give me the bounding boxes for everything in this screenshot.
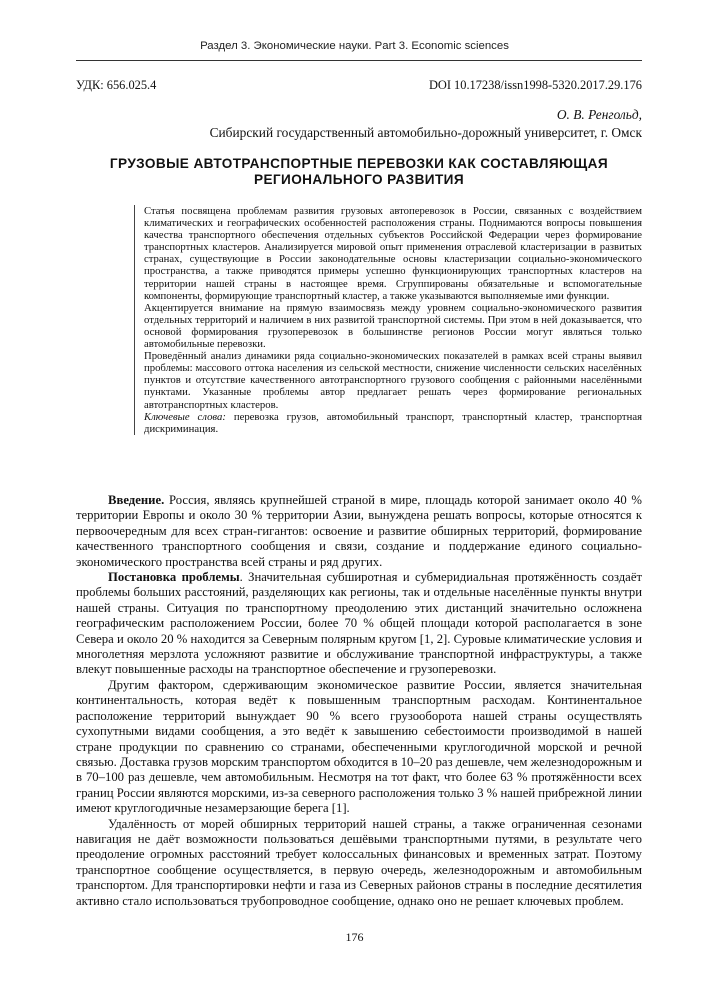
body-paragraph <box>76 570 642 678</box>
udk-code: УДК: 656.025.4 <box>76 78 157 92</box>
abstract <box>134 205 642 435</box>
keywords-text: перевозка грузов, автомобильный транспорт, транспортный кластер, транспортная дискриминация. <box>144 410 642 435</box>
body-paragraph: Удалённость от морей обширных территорий нашей страны, а также ограниченная сезонами навигация не даёт возможности пользоваться дешёвыми транспортными путями, в результате чего преодоление огромных расстояний требует колоссальных финансовых и временных затрат. Поэтому транспортное сообщение осуществляется, в первую очередь, железнодорожным и автомобильным транспортом. Для транспортировки нефти и газа из Северных районов страны в последние десятилетия активно стало использоваться трубопроводное сообщение, однако оно не решает ключевых проблем. <box>76 816 642 908</box>
paragraph-text: . Значительная субширотная и субмеридиальная протяжённость создаёт проблемы больших расстояний, разделяющих как регионы, так и отдельные населённые пункты внутри нашей страны. Ситуация по транспортному преодолению этих дистанций значительно осложнена географическим расположением России, более 70 % общей площади которой располагается в зоне Севера и около 20 % находится за Северным полярным кругом [1, 2]. Суровые климатические условия и многолетняя мерзлота усложняют развитие и обслуживание транспортной инфраструктуры, а также влекут повышенные расходы на транспортное обеспечение и грузоперевозки. <box>76 570 642 677</box>
author-affiliation: Сибирский государственный автомобильно-дорожный университет, г. Омск <box>209 125 642 140</box>
abstract-paragraph: Статья посвящена проблемам развития грузовых автоперевозок в России, связанных с воздействием климатических и географических особенностей расположения страны. Поднимаются вопросы повышения качества транспортного обеспечения отдельных субъектов Российской Федерации через формирование транспортных кластеров. Анализируется мировой опыт применения отраслевой кластеризации в развитых странах, существующие в России законодательные основы кластеризации социально-экономического пространства, а также приводятся примеры успешно функционирующих транспортных кластеров на территории нашей страны в настоящее время. Сгруппированы обязательные и вспомогательные компоненты, формирующие транспортный кластер, а также указываются выполняемые ими функции. <box>144 205 642 302</box>
paragraph-text: Россия, являясь крупнейшей страной в мире, площадь которой занимает около 40 % территории Европы и около 30 % территории Азии, вынуждена решать вопросы, которые относятся к первоочередным для всех стран-гигантов: освоение и развитие обширных территорий, формирование качественного транспортного сообщения и связи, создание и поддержание единого социально-экономического пространства всей страны и ряд других. <box>76 493 642 569</box>
body-paragraph: Другим фактором, сдерживающим экономическое развитие России, является значительная континентальность, которая ведёт к повышенным транспортным расходам. Континентальное расположение территорий вынуждает 90 % всего грузооборота нашей страны осуществлять сухопутными видами сообщения, а это ведёт к завышению себестоимости производимой в нашей стране продукции по сравнению со странами, обеспеченными круглогодичной морской и речной связью. Доставка грузов морским транспортом обходится в 10–20 раз дешевле, чем железнодорожным и в 70–100 раз дешевле, чем автомобильным. Несмотря на тот факт, что более 63 % протяжённости всех границ России являются морскими, из-за северного расположения только 3 % нашей прибрежной линии имеют круглогодичные незамерзающие берега [1]. <box>76 677 642 816</box>
doi-link[interactable]: DOI 10.17238/issn1998-5320.2017.29.176 <box>428 78 642 92</box>
body-paragraph <box>76 493 642 570</box>
abstract-paragraph: Проведённый анализ динамики ряда социально-экономических показателей в рамках всей страны выявил проблемы: массового оттока населения из сельской местности, снижение численности сельских населённых пунктов и отсутствие качественного автотранспортного грузового сообщения с районными населёнными пунктами. Указанные проблемы автор предлагает решать через формирование региональных автотранспортных кластеров. <box>144 350 642 411</box>
meta-row <box>76 78 642 93</box>
keywords-label: Ключевые слова: <box>144 410 226 423</box>
section-lead-introduction: Введение. <box>108 493 165 507</box>
page-number: 176 <box>345 930 364 944</box>
article-title: ГРУЗОВЫЕ АВТОТРАНСПОРТНЫЕ ПЕРЕВОЗКИ КАК СОСТАВЛЯЮЩАЯ РЕГИОНАЛЬНОГО РАЗВИТИЯ <box>109 156 609 187</box>
running-head: Раздел 3. Экономические науки. Part 3. Economic sciences <box>200 40 509 52</box>
abstract-paragraph: Акцентируется внимание на прямую взаимосвязь между уровнем социально-экономического развития отдельных территорий и наличием в них развитой транспортной системы. При этом в ней доказывается, что основой формирования грузоперевозок в большинстве регионов России могут являться только автомобильные перевозки. <box>144 301 642 351</box>
header-rule <box>76 60 642 61</box>
section-lead-problem: Постановка проблемы <box>108 570 240 585</box>
keywords <box>144 411 642 435</box>
author-name: О. В. Ренгольд, <box>556 107 642 122</box>
article-body <box>76 493 642 909</box>
